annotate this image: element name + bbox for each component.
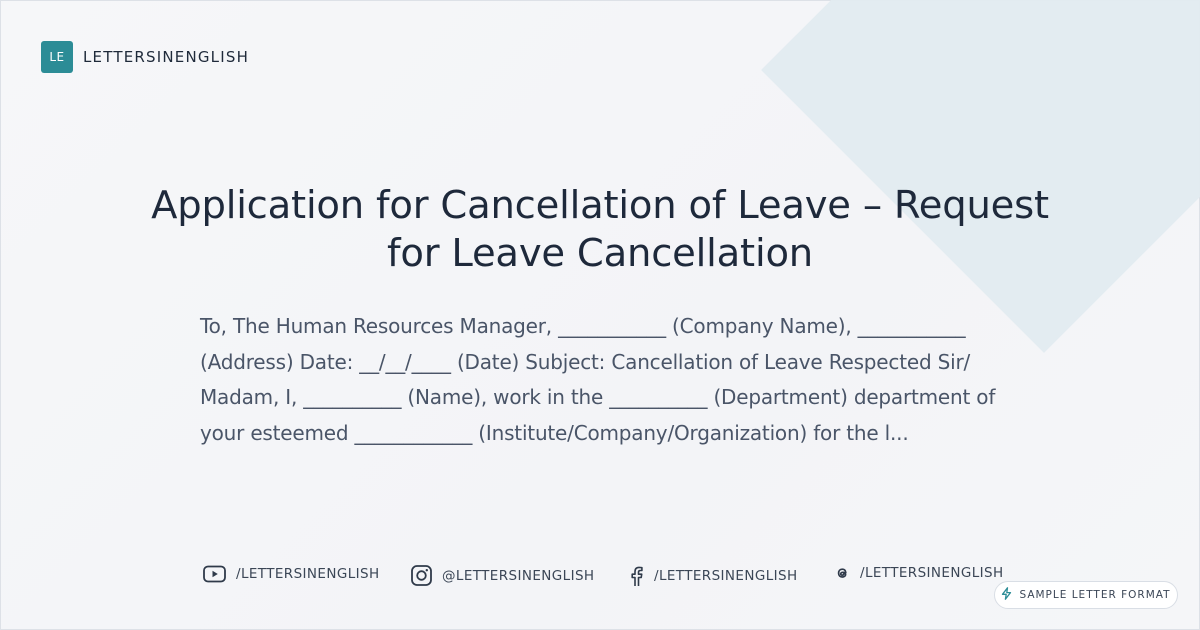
facebook-handle: /LETTERSINENGLISH [654, 568, 798, 584]
instagram-handle: @LETTERSINENGLISH [442, 567, 595, 584]
lightning-icon [1001, 587, 1019, 603]
social-threads[interactable] [834, 565, 1004, 581]
brand[interactable] [41, 41, 249, 73]
instagram-icon [411, 565, 432, 586]
brand-logo: LE [41, 41, 73, 73]
social-facebook[interactable] [628, 565, 798, 587]
brand-name: LETTERSINENGLISH [83, 48, 250, 66]
social-youtube[interactable] [203, 565, 380, 583]
facebook-icon [628, 565, 644, 587]
youtube-icon [203, 565, 226, 583]
sample-letter-badge[interactable] [994, 581, 1178, 609]
page-title: Application for Cancellation of Leave – Request for Leave Cancellation [151, 183, 1049, 276]
social-instagram[interactable] [411, 565, 594, 586]
article-excerpt: To, The Human Resources Manager, ___________ (Company Name), ___________ (Address) Date: __/__/____ (Date) Subject: Cancellation of Leave Respected Sir/ Madam, I, __________ (Name), work in the __________ (Department) department of your esteemed ____________ (Institute/Company/Organization) for the l... [200, 314, 996, 445]
youtube-handle: /LETTERSINENGLISH [236, 566, 380, 582]
threads-icon [834, 565, 850, 581]
threads-handle: /LETTERSINENGLISH [860, 565, 1004, 581]
badge-label: SAMPLE LETTER FORMAT [1019, 589, 1171, 601]
